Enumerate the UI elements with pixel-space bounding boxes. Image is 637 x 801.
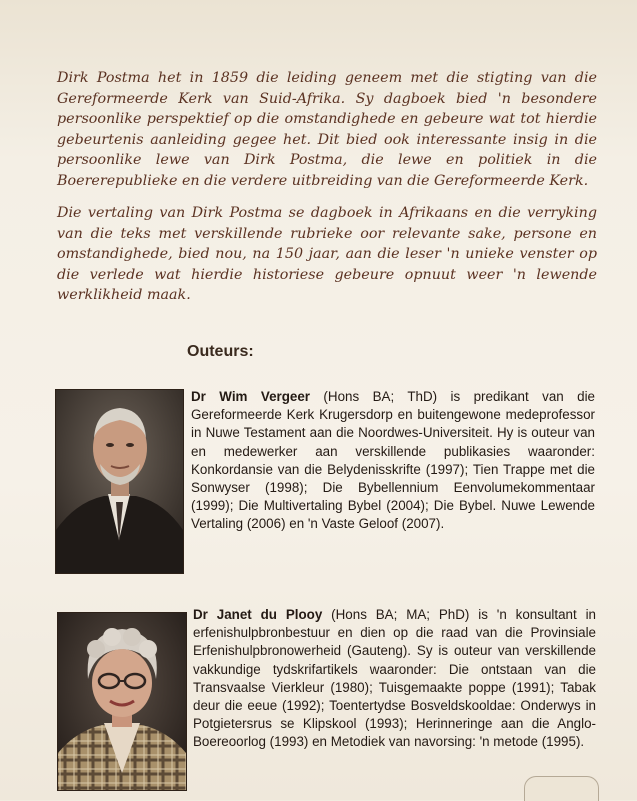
- author-bio-du-plooy: [193, 606, 596, 752]
- page-tab: [524, 776, 599, 801]
- author-name: Dr Janet du Plooy: [193, 607, 323, 622]
- woman-portrait-icon: [58, 613, 186, 790]
- author-photo-du-plooy: [57, 612, 187, 791]
- author-bio-text: (Hons BA; MA; PhD) is 'n konsultant in erfenishulpbronbestuur en dien op die raad van die Provinsiale Erfenishulpbronowerheid (Gauteng). Sy is outeur van verskillende vakkundige tydskrifartikels waaronder: Die ontstaan van die Transvaalse Vierkleur (1980); Tuisgemaakte poppe (1991); Tabak deur die eeue (1992); Toentertydse Bosveldskooldae: Onderwys in Potgietersrus se Klipskool (1993); Herinneringe aan die Anglo-Boereoorlog (1993) en Metodiek van navorsing: 'n metode (1995).: [193, 607, 596, 750]
- authors-heading: Outeurs:: [187, 343, 254, 360]
- intro-text: [57, 68, 597, 318]
- author-photo-vergeer: [55, 389, 184, 574]
- intro-paragraph-1: Dirk Postma het in 1859 die leiding geneem met die stigting van die Gereformeerde Kerk van Suid-Afrika. Sy dagboek bied 'n besondere persoonlike perspektief op die omstandighede en gebeure wat tot hierdie gebeurtenis aanleiding gegee het. Dit bied ook interessante insig in die persoonlike lewe van Dirk Postma, die lewe en politiek in die Boererepublieke en die verdere uitbreiding van die Gereformeerde Kerk.: [57, 70, 597, 189]
- author-name: Dr Wim Vergeer: [191, 389, 311, 404]
- man-portrait-icon: [56, 390, 183, 573]
- author-bio-text: (Hons BA; ThD) is predikant van die Gereformeerde Kerk Krugersdorp en buitengewone medeprofessor in Nuwe Testament aan die Noordwes-Universiteit. Hy is outeur van en medewerker aan verskillende publikasies waaronder: Konkordansie van die Belydenisskrifte (1997); Tien Trappe met die Sonwyser (1998); Die Bybellennium Eenvolumekommentaar (1999); Die Multivertaling Bybel (2004); Die Bybel. Nuwe Lewende Vertaling (2006) en 'n Vaste Geloof (2007).: [191, 389, 595, 532]
- intro-paragraph-2: Die vertaling van Dirk Postma se dagboek in Afrikaans en die verryking van die teks met verskillende rubrieke oor relevante sake, persone en omstandighede, bied nou, na 150 jaar, aan die leser 'n unieke venster op die verlede wat hierdie historiese gebeure opnuut weer 'n lewende werklikheid maak.: [57, 205, 597, 303]
- author-bio-vergeer: [191, 388, 595, 534]
